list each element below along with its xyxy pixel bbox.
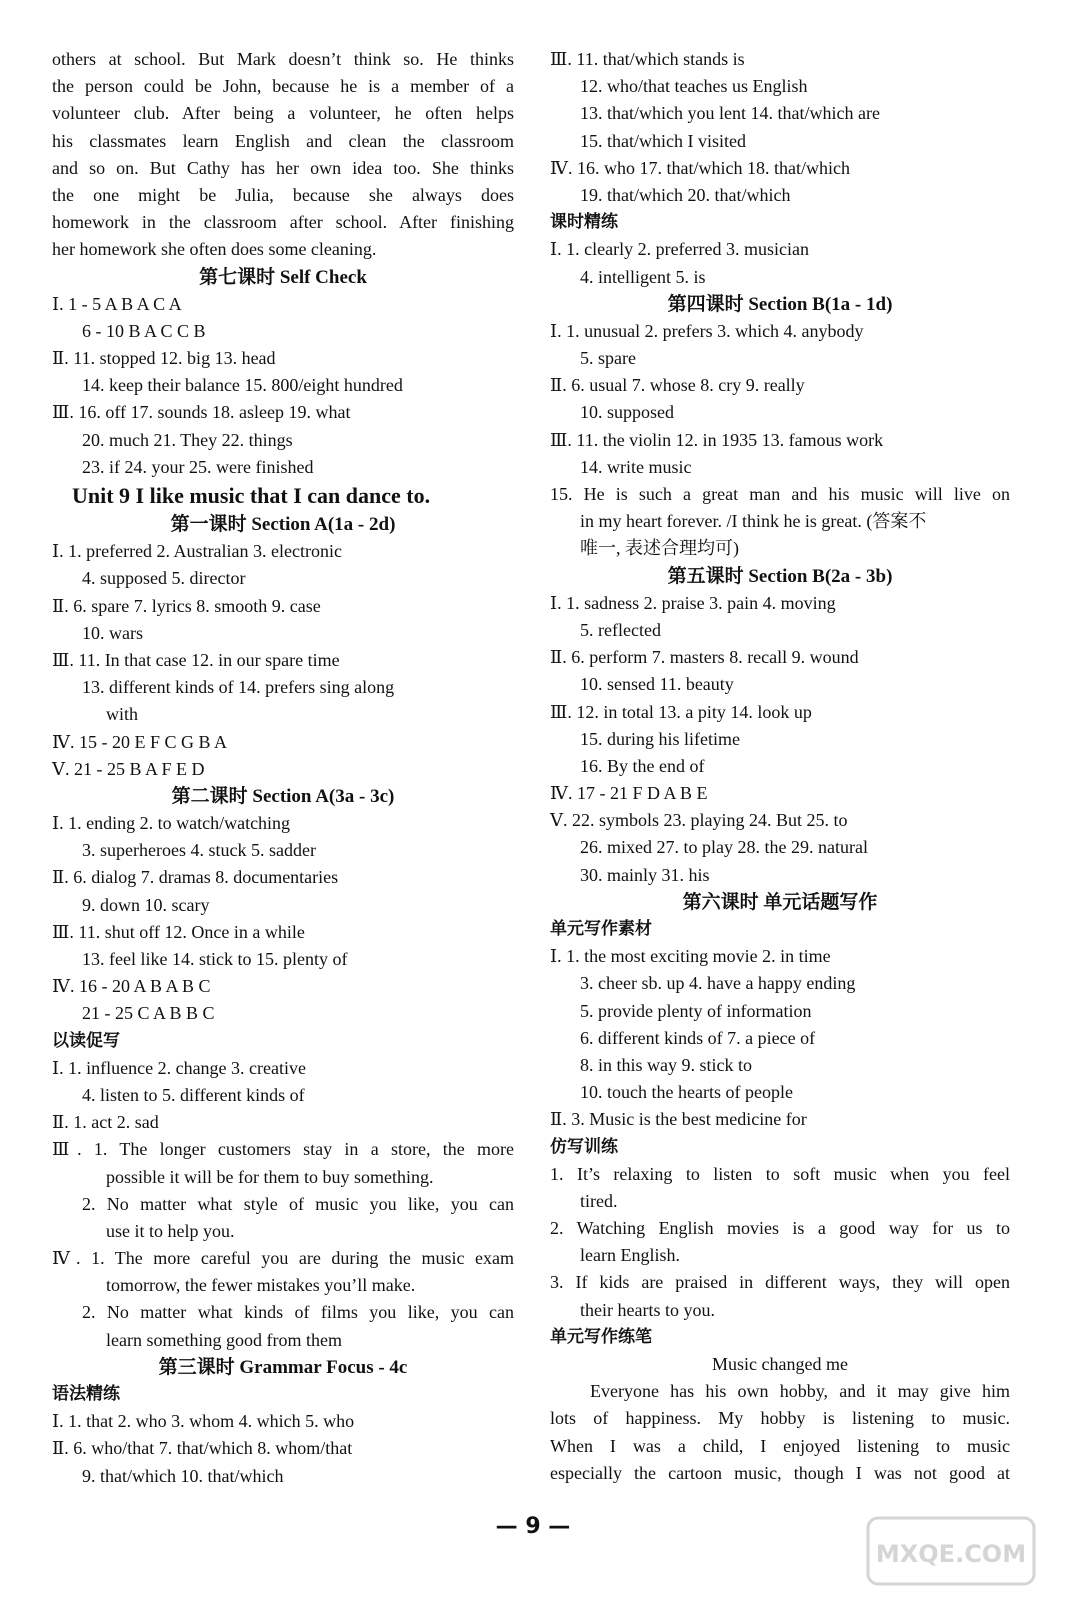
right-line: their hearts to you. — [580, 1299, 715, 1320]
right-line: 仿写训练 — [550, 1136, 618, 1157]
right-line: 唯一, 表述合理均可) — [580, 538, 739, 559]
left-line: Ⅳ. 1. The more careful you are during the music exam — [52, 1248, 514, 1269]
left-line: 13. feel like 14. stick to 15. plenty of — [82, 949, 348, 969]
right-line: Ⅱ. 3. Music is the best medicine for — [550, 1109, 807, 1130]
right-line: 5. reflected — [580, 619, 661, 640]
right-line: Ⅰ. 1. clearly 2. preferred 3. musician — [550, 239, 810, 260]
right-line: 第五课时 Section B(2a - 3b) — [667, 565, 893, 587]
right-line: tired. — [580, 1190, 618, 1211]
left-line: the person could be John, because he is a member of a — [52, 76, 514, 97]
left-line: Ⅰ. 1 - 5 A B A C A — [52, 293, 182, 314]
left-line: 6 - 10 B A C C B — [82, 320, 206, 341]
right-line: 30. mainly 31. his — [580, 864, 710, 885]
left-line: Ⅴ. 21 - 25 B A F E D — [52, 758, 205, 779]
left-line: Ⅰ. 1. ending 2. to watch/watching — [52, 813, 291, 834]
right-line: Music changed me — [712, 1354, 848, 1374]
right-line: Ⅰ. 1. sadness 2. praise 3. pain 4. moving — [550, 592, 836, 613]
right-line: 26. mixed 27. to play 28. the 29. natural — [580, 837, 868, 858]
right-line: Ⅲ. 12. in total 13. a pity 14. look up — [550, 701, 812, 722]
right-line: Ⅳ. 16. who 17. that/which 18. that/which — [550, 157, 850, 178]
left-line: 2. No matter what kinds of films you like, you can — [82, 1302, 514, 1323]
left-line: his classmates learn English and clean the classroom — [52, 130, 514, 151]
right-line: 19. that/which 20. that/which — [580, 184, 791, 205]
left-line: 第二课时 Section A(3a - 3c) — [171, 785, 395, 807]
right-line: 5. provide plenty of information — [580, 1000, 812, 1021]
left-line: Ⅲ. 11. shut off 12. Once in a while — [52, 921, 305, 942]
left-line: use it to help you. — [106, 1220, 235, 1241]
left-line: Ⅲ. 11. In that case 12. in our spare time — [52, 649, 340, 670]
right-line: 10. supposed — [580, 402, 674, 423]
left-line: Ⅱ. 6. spare 7. lyrics 8. smooth 9. case — [52, 595, 321, 616]
left-line: volunteer club. After being a volunteer, he often helps — [52, 103, 514, 124]
right-line: 16. By the end of — [580, 755, 705, 776]
left-line: tomorrow, the fewer mistakes you’ll make. — [106, 1275, 416, 1296]
right-line: learn English. — [580, 1245, 680, 1266]
left-line: Ⅱ. 6. dialog 7. dramas 8. documentaries — [52, 867, 339, 888]
right-line: 13. that/which you lent 14. that/which are — [580, 103, 880, 124]
right-line: 6. different kinds of 7. a piece of — [580, 1027, 816, 1048]
page-number: — 9 — — [495, 1514, 571, 1539]
left-line: Ⅳ. 16 - 20 A B A B C — [52, 976, 211, 997]
left-line: 第七课时 Self Check — [199, 266, 367, 288]
right-line: lots of happiness. My hobby is listening to music. — [550, 1408, 1010, 1429]
right-line: 8. in this way 9. stick to — [580, 1054, 752, 1075]
watermark-logo — [866, 1516, 1036, 1586]
left-line: learn something good from them — [106, 1329, 342, 1350]
left-line: 4. listen to 5. different kinds of — [82, 1084, 305, 1105]
left-line: 13. different kinds of 14. prefers sing along — [82, 677, 395, 698]
right-line: 14. write music — [580, 456, 692, 477]
right-line: Ⅰ. 1. unusual 2. prefers 3. which 4. anybody — [550, 320, 864, 341]
left-line: Ⅱ. 1. act 2. sad — [52, 1112, 159, 1133]
left-line: others at school. But Mark doesn’t think so. He thinks — [52, 49, 514, 69]
left-line: her homework she often does some cleaning. — [52, 239, 377, 260]
right-line: 12. who/that teaches us English — [580, 76, 808, 97]
left-line: Ⅲ. 1. The longer customers stay in a store, the more — [52, 1139, 514, 1160]
right-line: 10. sensed 11. beauty — [580, 674, 734, 695]
left-line: Ⅱ. 11. stopped 12. big 13. head — [52, 348, 276, 369]
left-line: 23. if 24. your 25. were finished — [82, 456, 314, 477]
right-line: 4. intelligent 5. is — [580, 266, 706, 287]
left-line: possible it will be for them to buy something. — [106, 1166, 434, 1187]
left-line: 3. superheroes 4. stuck 5. sadder — [82, 840, 316, 861]
left-line: 9. down 10. scary — [82, 894, 210, 915]
right-column — [550, 46, 1010, 1487]
left-line: Ⅰ. 1. influence 2. change 3. creative — [52, 1057, 306, 1078]
left-line: 9. that/which 10. that/which — [82, 1465, 284, 1486]
left-line: 20. much 21. They 22. things — [82, 429, 293, 450]
right-line: When I was a child, I enjoyed listening to music — [550, 1435, 1010, 1456]
right-line: 单元写作练笔 — [550, 1326, 652, 1347]
right-line: in my heart forever. /I think he is great. (答案不 — [580, 511, 927, 532]
left-line: Ⅳ. 15 - 20 E F C G B A — [52, 731, 227, 752]
right-line: Everyone has his own hobby, and it may give him — [590, 1381, 1010, 1402]
left-line: 21 - 25 C A B B C — [82, 1003, 215, 1024]
left-line: Ⅱ. 6. who/that 7. that/which 8. whom/that — [52, 1438, 353, 1459]
left-line: 2. No matter what style of music you like, you can — [82, 1193, 514, 1214]
left-line: homework in the classroom after school. After finishing — [52, 212, 514, 233]
right-line: 课时精练 — [550, 212, 618, 233]
right-line: Ⅱ. 6. perform 7. masters 8. recall 9. wound — [550, 647, 859, 668]
left-line: Ⅰ. 1. that 2. who 3. whom 4. which 5. who — [52, 1411, 355, 1432]
right-line: Ⅴ. 22. symbols 23. playing 24. But 25. to — [550, 810, 848, 831]
left-line: 第一课时 Section A(1a - 2d) — [170, 514, 396, 535]
right-line: Ⅰ. 1. the most exciting movie 2. in time — [550, 946, 831, 967]
right-line: 第四课时 Section B(1a - 1d) — [667, 293, 893, 315]
right-line: 第六课时 单元话题写作 — [682, 891, 878, 913]
left-line: 语法精练 — [52, 1384, 120, 1404]
right-line: Ⅲ. 11. that/which stands is — [550, 49, 745, 69]
right-line: 1. It’s relaxing to listen to soft music when you feel — [550, 1163, 1010, 1184]
left-line: and so on. But Cathy has her own idea too. She thinks — [52, 157, 514, 178]
right-line: 3. cheer sb. up 4. have a happy ending — [580, 973, 856, 994]
left-line: 以读促写 — [52, 1030, 120, 1051]
left-line: the one might be Julia, because she always does — [52, 184, 514, 205]
right-line: Ⅲ. 11. the violin 12. in 1935 13. famous work — [550, 429, 884, 450]
right-line: especially the cartoon music, though I was not good at — [550, 1462, 1010, 1483]
left-line: with — [106, 704, 139, 725]
right-line: 3. If kids are praised in different ways, they will open — [550, 1272, 1010, 1293]
left-line: 第三课时 Grammar Focus - 4c — [158, 1356, 408, 1378]
left-line: 14. keep their balance 15. 800/eight hundred — [82, 375, 403, 396]
left-line: 4. supposed 5. director — [82, 568, 246, 589]
left-line: 10. wars — [82, 622, 143, 643]
right-line: Ⅳ. 17 - 21 F D A B E — [550, 783, 708, 804]
left-line: Ⅲ. 16. off 17. sounds 18. asleep 19. what — [52, 402, 351, 423]
right-line: 单元写作素材 — [550, 919, 652, 939]
right-line: 15. He is such a great man and his music will live on — [550, 484, 1010, 504]
right-line: 15. during his lifetime — [580, 728, 740, 749]
left-line: Unit 9 I like music that I can dance to. — [72, 483, 431, 508]
left-column — [52, 46, 514, 1490]
right-line: 15. that/which I visited — [580, 130, 746, 151]
left-line: Ⅰ. 1. preferred 2. Australian 3. electronic — [52, 541, 342, 562]
right-line: 2. Watching English movies is a good way for us to — [550, 1218, 1010, 1239]
right-line: 5. spare — [580, 348, 636, 369]
right-line: 10. touch the hearts of people — [580, 1082, 793, 1103]
watermark-text: MXQE.COM — [875, 1540, 1027, 1568]
right-line: Ⅱ. 6. usual 7. whose 8. cry 9. really — [550, 375, 805, 396]
